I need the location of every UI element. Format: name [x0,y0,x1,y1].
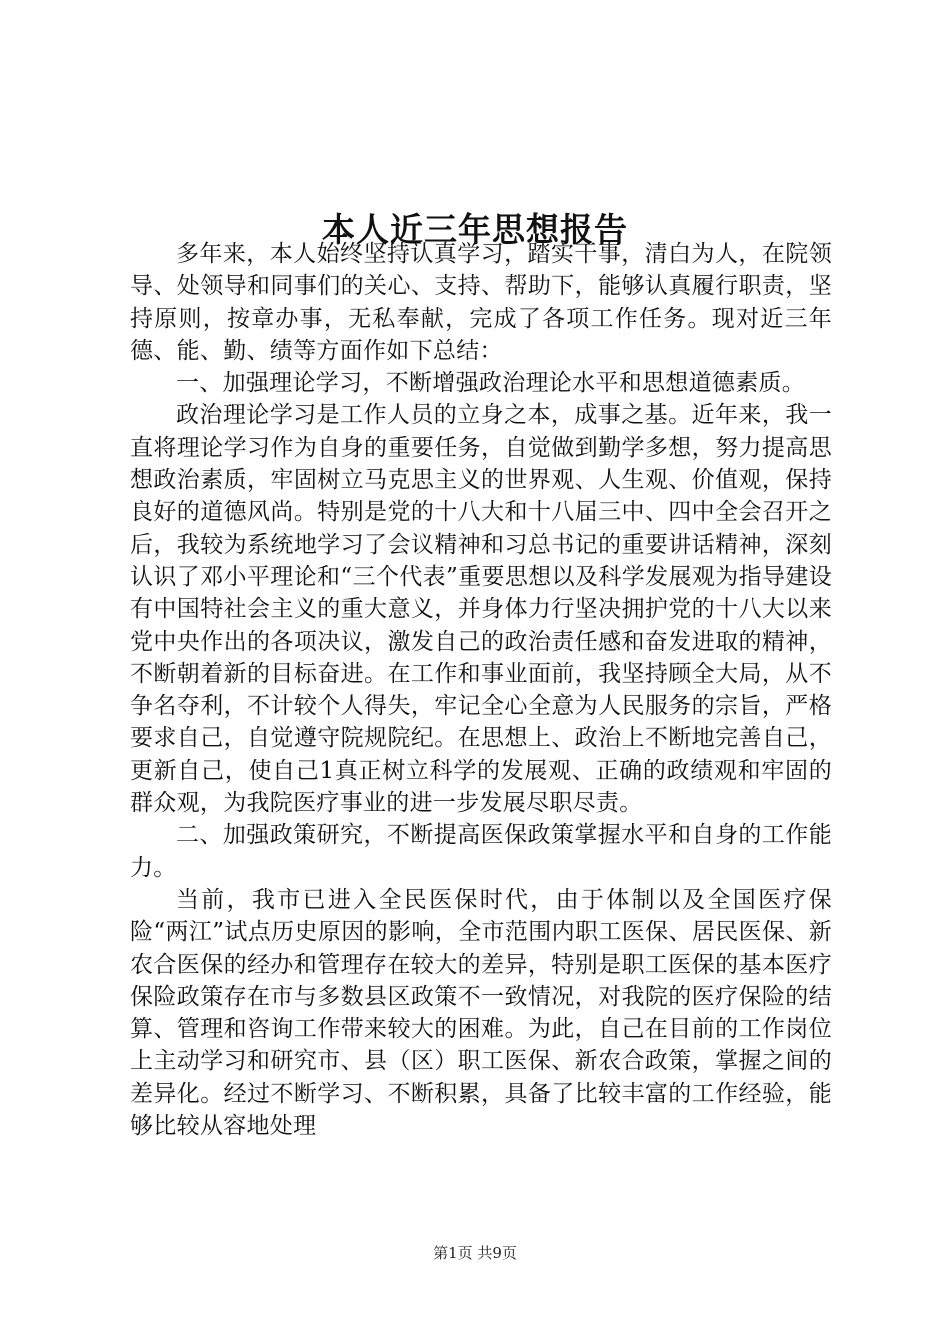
document-title: 本人近三年思想报告 [322,210,628,250]
paragraph-intro: 多年来，本人始终坚持认真学习，踏实干事，清白为人，在院领导、处领导和同事们的关心、支持、帮助下，能够认真履行职责，坚持原则，按章办事，无私奉献，完成了各项工作任务。现对近三年德、能、勤、绩等方面作如下总结： [130,241,832,364]
page-footer: 第1页 共9页 [433,1244,517,1262]
section-heading-2: 二、加强政策研究，不断提高医保政策掌握水平和自身的工作能力。 [130,822,832,881]
document-body [130,238,832,1142]
section-heading-1: 一、加强理论学习，不断增强政治理论水平和思想道德素质。 [176,370,806,397]
paragraph-theory-study: 政治理论学习是工作人员的立身之本，成事之基。近年来，我一直将理论学习作为自身的重要任务，自觉做到勤学多想，努力提高思想政治素质，牢固树立马克思主义的世界观、人生观、价值观，保持良好的道德风尚。特别是党的十八大和十八届三中、四中全会召开之后，我较为系统地学习了会议精神和习总书记的重要讲话精神，深刻认识了邓小平理论和“三个代表”重要思想以及科学发展观为指导建设有中国特社会主义的重大意义，并身体力行坚决拥护党的十八大以来党中央作出的各项决议，激发自己的政治责任感和奋发进取的精神，不断朝着新的目标奋进。在工作和事业面前，我坚持顾全大局，从不争名夺利，不计较个人得失，牢记全心全意为人民服务的宗旨，严格要求自己，自觉遵守院规院纪。在思想上、政治上不断地完善自己，更新自己，使自己1真正树立科学的发展观、正确的政绩观和牢固的群众观，为我院医疗事业的进一步发展尽职尽责。 [130,402,832,817]
paragraph-policy-research: 当前，我市已进入全民医保时代，由于体制以及全国医疗保险“两江”试点历史原因的影响，全市范围内职工医保、居民医保、新农合医保的经办和管理存在较大的差异，特别是职工医保的基本医疗保险政策存在市与多数县区政策不一致情况，对我院的医疗保险的结算、管理和咨询工作带来较大的困难。为此，自己在目前的工作岗位上主动学习和研究市、县（区）职工医保、新农合政策，掌握之间的差异化。经过不断学习、不断积累，具备了比较丰富的工作经验，能够比较从容地处理 [130,886,832,1140]
